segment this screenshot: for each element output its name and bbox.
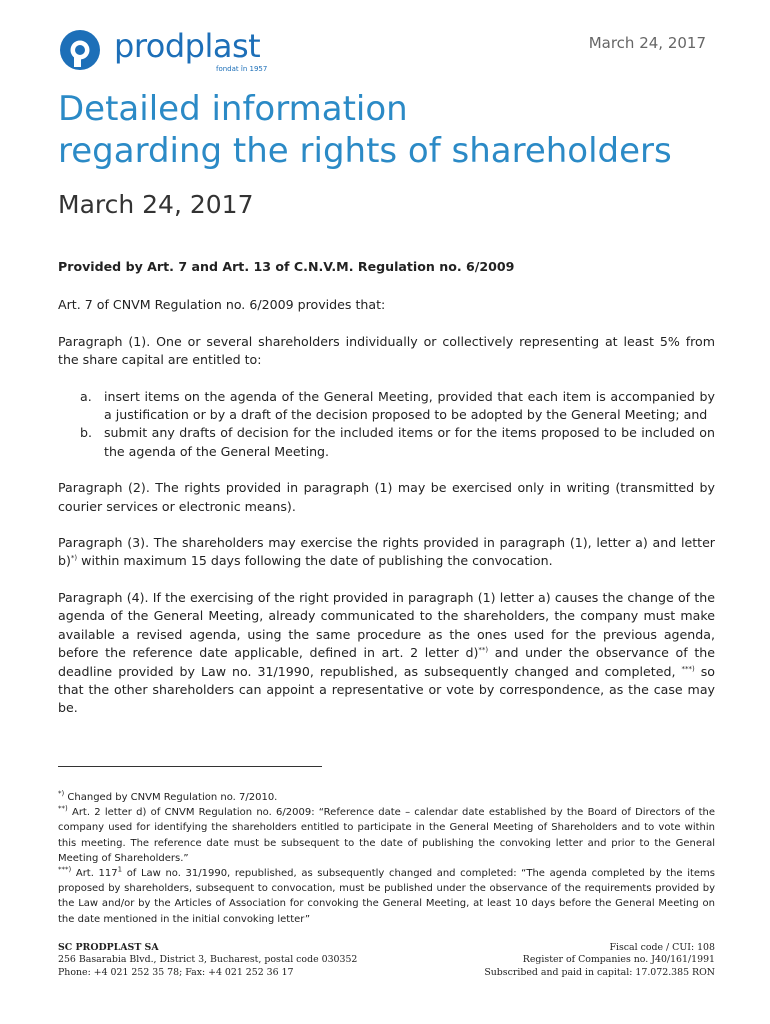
footer-company-name: SC PRODPLAST SA bbox=[58, 942, 159, 953]
footnote-3-text-end: of Law no. 31/1990, republished, as subsequently changed and completed: “The agenda completed by the items proposed by shareholders, subsequent to convocation, must be published under the observance of the requirements provided by the Law and/or by the Articles of Association for convoking the General Meeting, at least 10 days before the General Meeting on the date mentioned in the initial convoking letter” bbox=[58, 868, 716, 925]
paragraph-2: Paragraph (2). The rights provided in paragraph (1) may be exercised only in writing (transmitted by courier services or electronic means). bbox=[58, 480, 715, 514]
footnote-3-marker: ***) bbox=[58, 865, 72, 874]
header-date: March 24, 2017 bbox=[588, 34, 706, 52]
list-item-text: insert items on the agenda of the General Meeting, provided that each item is accompanied by a justification or by a draft of the decision proposed to be adopted by the General Meeting; and bbox=[104, 388, 715, 423]
footnote-1 bbox=[58, 790, 715, 805]
list-marker: b. bbox=[80, 425, 92, 441]
footnote-ref-3: ***) bbox=[681, 664, 695, 673]
section-heading: Provided by Art. 7 and Art. 13 of C.N.V.M. Regulation no. 6/2009 bbox=[58, 259, 515, 274]
paragraph-1: Paragraph (1). One or several shareholders individually or collectively representing at least 5% from the share capital are entitled to: bbox=[58, 333, 715, 368]
footnote-1-text: Changed by CNVM Regulation no. 7/2010. bbox=[64, 792, 278, 803]
footnote-3 bbox=[58, 866, 715, 927]
footer-registration-info bbox=[484, 942, 715, 979]
logo-wordmark: prodplast bbox=[114, 27, 261, 65]
list-marker: a. bbox=[80, 388, 92, 404]
footer-address: 256 Basarabia Blvd., District 3, Bucharest, postal code 030352 bbox=[58, 954, 358, 966]
footnote-1-marker: *) bbox=[58, 789, 65, 798]
footer-fiscal-code: Fiscal code / CUI: 108 bbox=[609, 942, 715, 953]
title-line-2: regarding the rights of shareholders bbox=[58, 131, 672, 171]
rights-list bbox=[58, 388, 715, 462]
footer-capital: Subscribed and paid in capital: 17.072.385 RON bbox=[484, 966, 715, 978]
document-body bbox=[58, 258, 715, 736]
footer-phone: Phone: +4 021 252 35 78; Fax: +4 021 252 36 17 bbox=[58, 966, 294, 978]
paragraph-4-text-mid: and under the observance of the deadline provided by Law no. 31/1990, republished, as subsequently changed and completed, bbox=[58, 645, 715, 679]
logo-tagline: fondat în 1957 bbox=[216, 65, 268, 73]
list-item-text: submit any drafts of decision for the included items or for the items proposed to be included on the agenda of the General Meeting. bbox=[104, 425, 715, 459]
footnotes bbox=[58, 790, 715, 927]
list-item bbox=[80, 424, 715, 461]
footnote-2-marker: **) bbox=[58, 804, 68, 813]
footnote-3-text: Art. 117 bbox=[71, 868, 118, 880]
paragraph-4 bbox=[58, 589, 715, 718]
intro-paragraph: Art. 7 of CNVM Regulation no. 6/2009 provides that: bbox=[58, 297, 386, 313]
page-subtitle-date: March 24, 2017 bbox=[58, 190, 254, 219]
list-item bbox=[80, 388, 715, 425]
paragraph-4-text: Paragraph (4). If the exercising of the right provided in paragraph (1) letter a) causes the change of the agenda of the General Meeting, already communicated to the shareholders, the company must make available a revised agenda, using the same procedure as the ones used for the previous agenda, before the reference date applicable, defined in art. 2 letter d) bbox=[58, 589, 715, 661]
footnote-ref-1: *) bbox=[70, 554, 78, 563]
company-logo bbox=[58, 28, 268, 72]
paragraph-3-text-end: within maximum 15 days following the date of publishing the convocation. bbox=[77, 553, 553, 569]
paragraph-3 bbox=[58, 534, 715, 571]
footnote-ref-2: **) bbox=[478, 645, 489, 654]
footnote-divider bbox=[58, 766, 322, 767]
paragraph-4-text-end: so that the other shareholders can appoint a representative or vote by correspondence, as the case may be. bbox=[58, 663, 715, 716]
footnote-2 bbox=[58, 805, 715, 866]
footnote-2-text: Art. 2 letter d) of CNVM Regulation no. 6/2009: “Reference date – calendar date established by the Board of Directors of the company used for identifying the shareholders entitled to participate in the General Meeting of Shareholders and to vote within this meeting. The reference date must be subsequent to the date of publishing the convoking letter and prior to the General Meeting of Shareholders.” bbox=[58, 807, 715, 864]
footnote-3-article-sup: 1 bbox=[117, 865, 123, 874]
title-line-1: Detailed information bbox=[58, 89, 408, 129]
prodplast-logo-icon bbox=[58, 28, 102, 72]
paragraph-3-text: Paragraph (3). The shareholders may exercise the rights provided in paragraph (1), letter a) and letter b) bbox=[58, 535, 715, 569]
footer-company-info bbox=[58, 942, 357, 979]
footer-register: Register of Companies no. J40/161/1991 bbox=[522, 954, 715, 966]
page-title bbox=[58, 88, 738, 172]
